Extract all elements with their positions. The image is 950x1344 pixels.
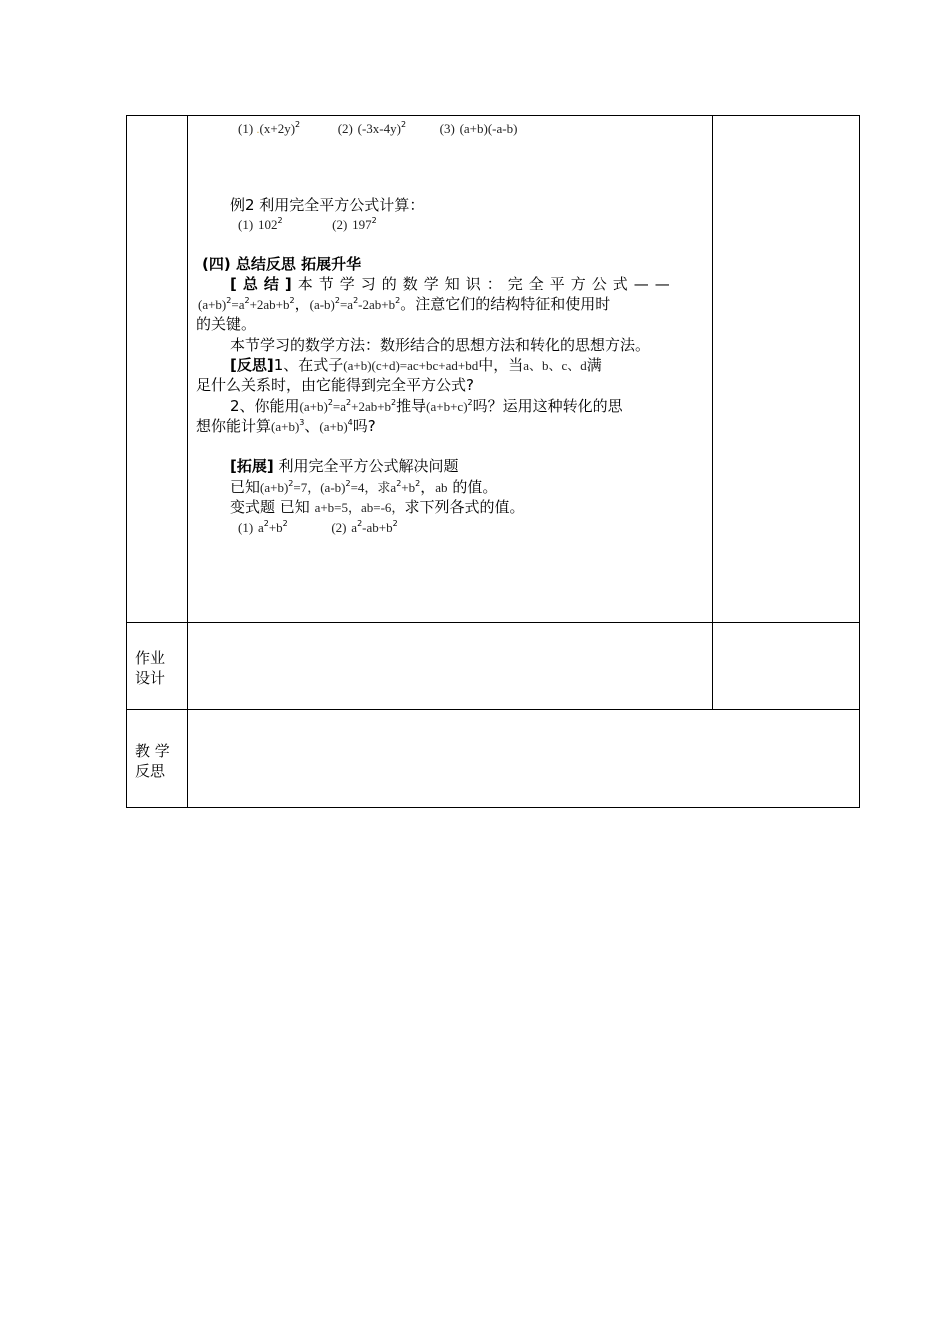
table-row-divider-2 [126,709,860,710]
extension-line: [拓展] 利用完全平方公式解决问题 [230,457,459,475]
example-2-items: (1) $102^2$ (2) $197^2$ [238,216,377,232]
variant-problem-line: 变式题 已知 a+b=5，ab=-6，求下列各式的值。 [230,498,525,516]
homework-design-label: 作业 设计 [135,649,166,687]
table-column-divider-left [187,115,188,808]
reflection-1-line-2: 足什么关系时，由它能得到完全平方公式? [196,376,474,394]
known-condition-line: 已知$(a+b)^2=7$，$(a-b)^2=4$，求$a^2+b^2$，ab 的值。 [230,478,498,496]
summary-end: 的关键。 [196,315,257,333]
reflection-2-line-2: 想你能计算$(a+b)^3$、$(a+b)^4$吗? [196,417,376,435]
table-column-divider-right [712,115,713,709]
variant-items: (1) $a^2+b^2$ (2) $a^2-ab+b^2$ [238,519,398,535]
method-line: 本节学习的数学方法：数形结合的思想方法和转化的思想方法。 [230,336,651,354]
summary-line: [总结]本节学习的数学知识：完全平方公式—— [230,275,676,293]
formula-line: $(a+b)^2=a^2+2ab+b^2$，$(a-b)^2=a^2-2ab+b^2$。注意它们的结构特征和使用时 [198,295,611,313]
reflection-2-line: 2、你能用$(a+b)^2=a^2+2ab+b^2$推导$(a+b+c)^2$吗？运用这种转化的思 [230,397,623,415]
teaching-reflection-label: 教 学 反思 [135,742,170,780]
exercise-line: (1) $.(x+2y)^2$ (2) $(-3x-4y)^2$ (3) (a+b)(-a-b) [238,120,518,136]
section-4-heading: (四) 总结反思 拓展升华 [202,255,362,273]
table-row-divider-1 [126,622,860,623]
example-2-title: 例2 利用完全平方公式计算： [230,196,425,214]
reflection-1-line: [反思]1、在式子(a+b)(c+d)=ac+bc+ad+bd中，当a、b、c、d满 [230,356,602,374]
